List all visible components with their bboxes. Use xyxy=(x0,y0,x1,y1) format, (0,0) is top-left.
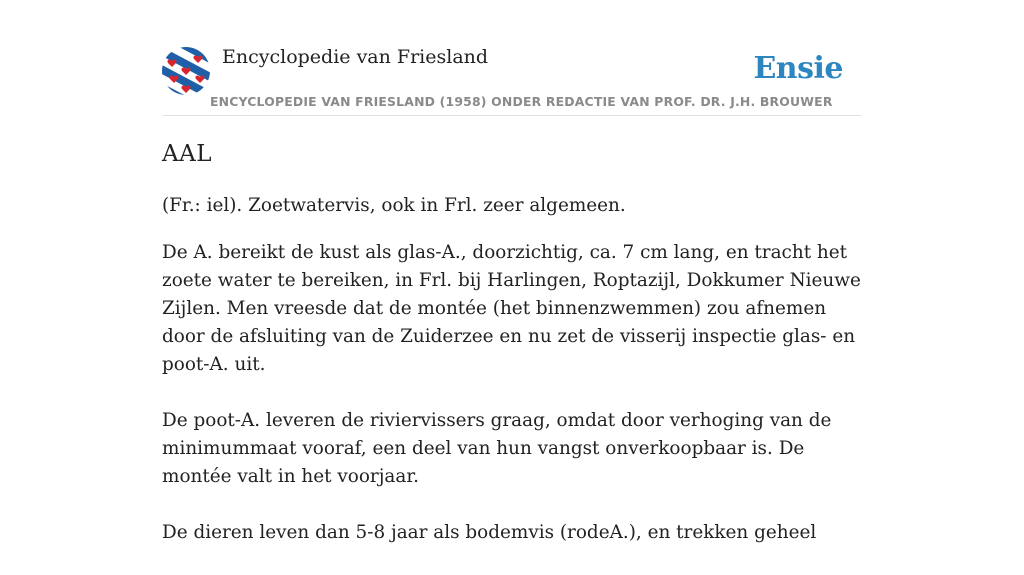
header-divider xyxy=(162,115,862,116)
article-body xyxy=(162,192,862,575)
article-paragraph: De dieren leven dan 5-8 jaar als bodemvis (rodeA.), en trekken geheel xyxy=(162,522,817,543)
encyclopedia-subtitle: ENCYCLOPEDIE VAN FRIESLAND (1958) ONDER REDACTIE VAN PROF. DR. J.H. BROUWER xyxy=(210,94,833,109)
article-paragraph: De poot-A. leveren de riviervissers graag, omdat door verhoging van de minimummaat vooraf, een deel van hun vangst onverkoopbaar is. De montée valt in het voorjaar. xyxy=(162,410,832,487)
article-paragraph: De A. bereikt de kust als glas-A., doorzichtig, ca. 7 cm lang, en tracht het zoete water te bereiken, in Frl. bij Harlingen, Roptazijl, Dokkumer Nieuwe Zijlen. Men vreesde dat de montée (het binnenzwemmen) zou afnemen door de afsluiting van de Zuiderzee en nu zet de visserij inspectie glas- en poot-A. uit. xyxy=(162,242,861,375)
frisian-flag-icon[interactable] xyxy=(162,47,210,95)
page xyxy=(162,0,862,543)
article-title: AAL xyxy=(162,141,212,167)
brand-logo-link[interactable]: Ensie xyxy=(753,51,843,86)
article-lead: (Fr.: iel). Zoetwatervis, ook in Frl. zeer algemeen. xyxy=(162,195,626,216)
site-title-link[interactable]: Encyclopedie van Friesland xyxy=(222,46,489,68)
